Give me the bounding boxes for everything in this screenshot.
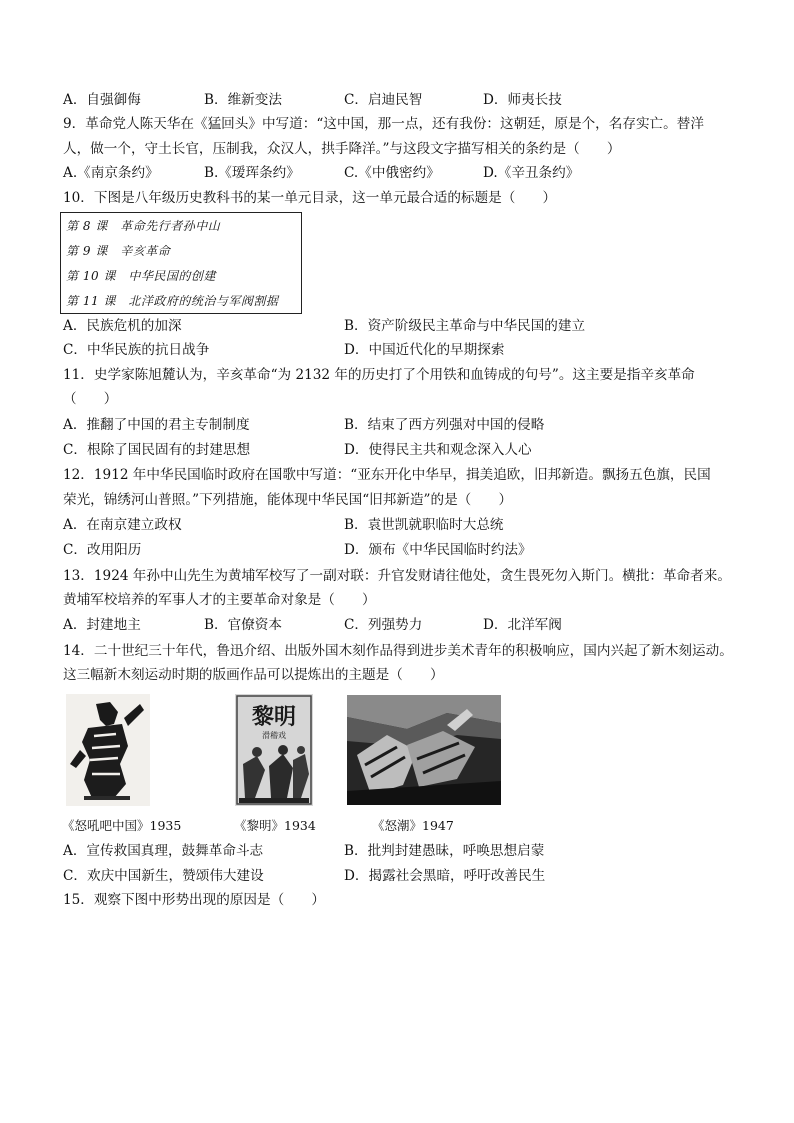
q13-option-c[interactable]: C．列强势力 (344, 617, 423, 633)
q14-option-b[interactable]: B．批判封建愚昧，呼唤思想启蒙 (344, 843, 545, 859)
q9-option-b[interactable]: B.《瑷珲条约》 (204, 165, 300, 181)
q8-option-d[interactable]: D．师夷长技 (483, 92, 562, 108)
q11-option-d[interactable]: D．使得民主共和观念深入人心 (344, 442, 532, 458)
q11-stem-line1: 11．史学家陈旭麓认为，辛亥革命“为 2132 年的历史打了个用铁和血铸成的句号”。这主要是指辛亥革命 (63, 367, 695, 383)
q11-option-a[interactable]: A．推翻了中国的君主专制制度 (63, 417, 250, 433)
q10-option-c[interactable]: C．中华民族的抗日战争 (63, 342, 210, 358)
q11-stem-line2: （ ） (63, 391, 118, 407)
q13-option-b[interactable]: B．官僚资本 (204, 617, 282, 633)
poster-subtitle: 滑稽戏 (262, 731, 286, 740)
caption-angry-tide: 《怒潮》1947 (372, 818, 454, 833)
q15-stem: 15．观察下图中形势出现的原因是（ ） (63, 892, 325, 908)
caption-dawn: 《黎明》1934 (234, 818, 316, 833)
q12-option-b[interactable]: B．袁世凯就职临时大总统 (344, 517, 504, 533)
q10-option-a[interactable]: A．民族危机的加深 (63, 318, 182, 334)
unit-table-of-contents (60, 212, 302, 314)
caption-roar-china: 《怒吼吧中国》1935 (62, 818, 182, 833)
q10-option-b[interactable]: B．资产阶级民主革命与中华民国的建立 (344, 318, 586, 334)
q10-option-d[interactable]: D．中国近代化的早期探索 (344, 342, 505, 358)
q13-stem-line1: 13．1924 年孙中山先生为黄埔军校写了一副对联：升官发财请往他处，贪生畏死勿入斯门。横批：革命者来。 (63, 568, 731, 584)
q13-stem-line2: 黄埔军校培养的军事人才的主要革命对象是（ ） (63, 592, 376, 608)
q11-option-b[interactable]: B．结束了西方列强对中国的侵略 (344, 417, 545, 433)
q9-option-a[interactable]: A.《南京条约》 (63, 165, 159, 181)
q14-option-a[interactable]: A．宣传救国真理，鼓舞革命斗志 (63, 843, 264, 859)
q8-option-a[interactable]: A．自强御侮 (63, 92, 141, 108)
q10-stem: 10．下图是八年级历史教科书的某一单元目录，这一单元最合适的标题是（ ） (63, 190, 557, 206)
q12-option-a[interactable]: A．在南京建立政权 (63, 517, 182, 533)
woodcut-angry-tide-image (347, 695, 501, 805)
q14-stem-line1: 14．二十世纪三十年代，鲁迅介绍、出版外国木刻作品得到进步美术青年的积极响应，国内兴起了新木刻运动。 (63, 643, 733, 659)
q13-option-a[interactable]: A．封建地主 (63, 617, 141, 633)
q13-option-d[interactable]: D．北洋军阀 (483, 617, 562, 633)
q12-stem-line1: 12．1912 年中华民国临时政府在国歌中写道：“亚东开化中华早，揖美追欧，旧邦新造。飘扬五色旗，民国 (63, 467, 711, 483)
q8-option-b[interactable]: B．维新变法 (204, 92, 282, 108)
toc-lesson-8: 第 8 课 革命先行者孙中山 (66, 219, 221, 233)
q12-stem-line2: 荣光，锦绣河山普照。”下列措施，能体现中华民国“旧邦新造”的是（ ） (63, 492, 513, 508)
woodcut-roar-china-image (66, 694, 150, 806)
q14-option-d[interactable]: D．揭露社会黑暗，呼吁改善民生 (344, 868, 546, 884)
q11-option-c[interactable]: C．根除了国民固有的封建思想 (63, 442, 251, 458)
q9-option-c[interactable]: C.《中俄密约》 (344, 165, 440, 181)
poster-title: 黎明 (251, 705, 296, 730)
toc-lesson-11: 第 11 课 北洋政府的统治与军阀割据 (66, 294, 279, 308)
q9-stem-line1: 9．革命党人陈天华在《猛回头》中写道：“这中国，那一点，还有我份：这朝廷，原是个，名存实亡。替洋 (63, 116, 704, 132)
toc-lesson-10: 第 10 课 中华民国的创建 (66, 269, 216, 283)
q14-stem-line2: 这三幅新木刻运动时期的版画作品可以提炼出的主题是（ ） (63, 667, 444, 683)
q12-option-d[interactable]: D．颁布《中华民国临时约法》 (344, 542, 532, 558)
q12-option-c[interactable]: C．改用阳历 (63, 542, 142, 558)
q9-stem-line2: 人，做一个，守土长官，压制我，众汉人，拱手降洋。”与这段文字描写相关的条约是（ ） (63, 141, 621, 157)
toc-lesson-9: 第 9 课 辛亥革命 (66, 244, 171, 258)
q9-option-d[interactable]: D.《辛丑条约》 (483, 165, 580, 181)
q14-option-c[interactable]: C．欢庆中国新生，赞颂伟大建设 (63, 868, 264, 884)
woodcut-dawn-poster (235, 694, 313, 806)
q8-option-c[interactable]: C．启迪民智 (344, 92, 423, 108)
